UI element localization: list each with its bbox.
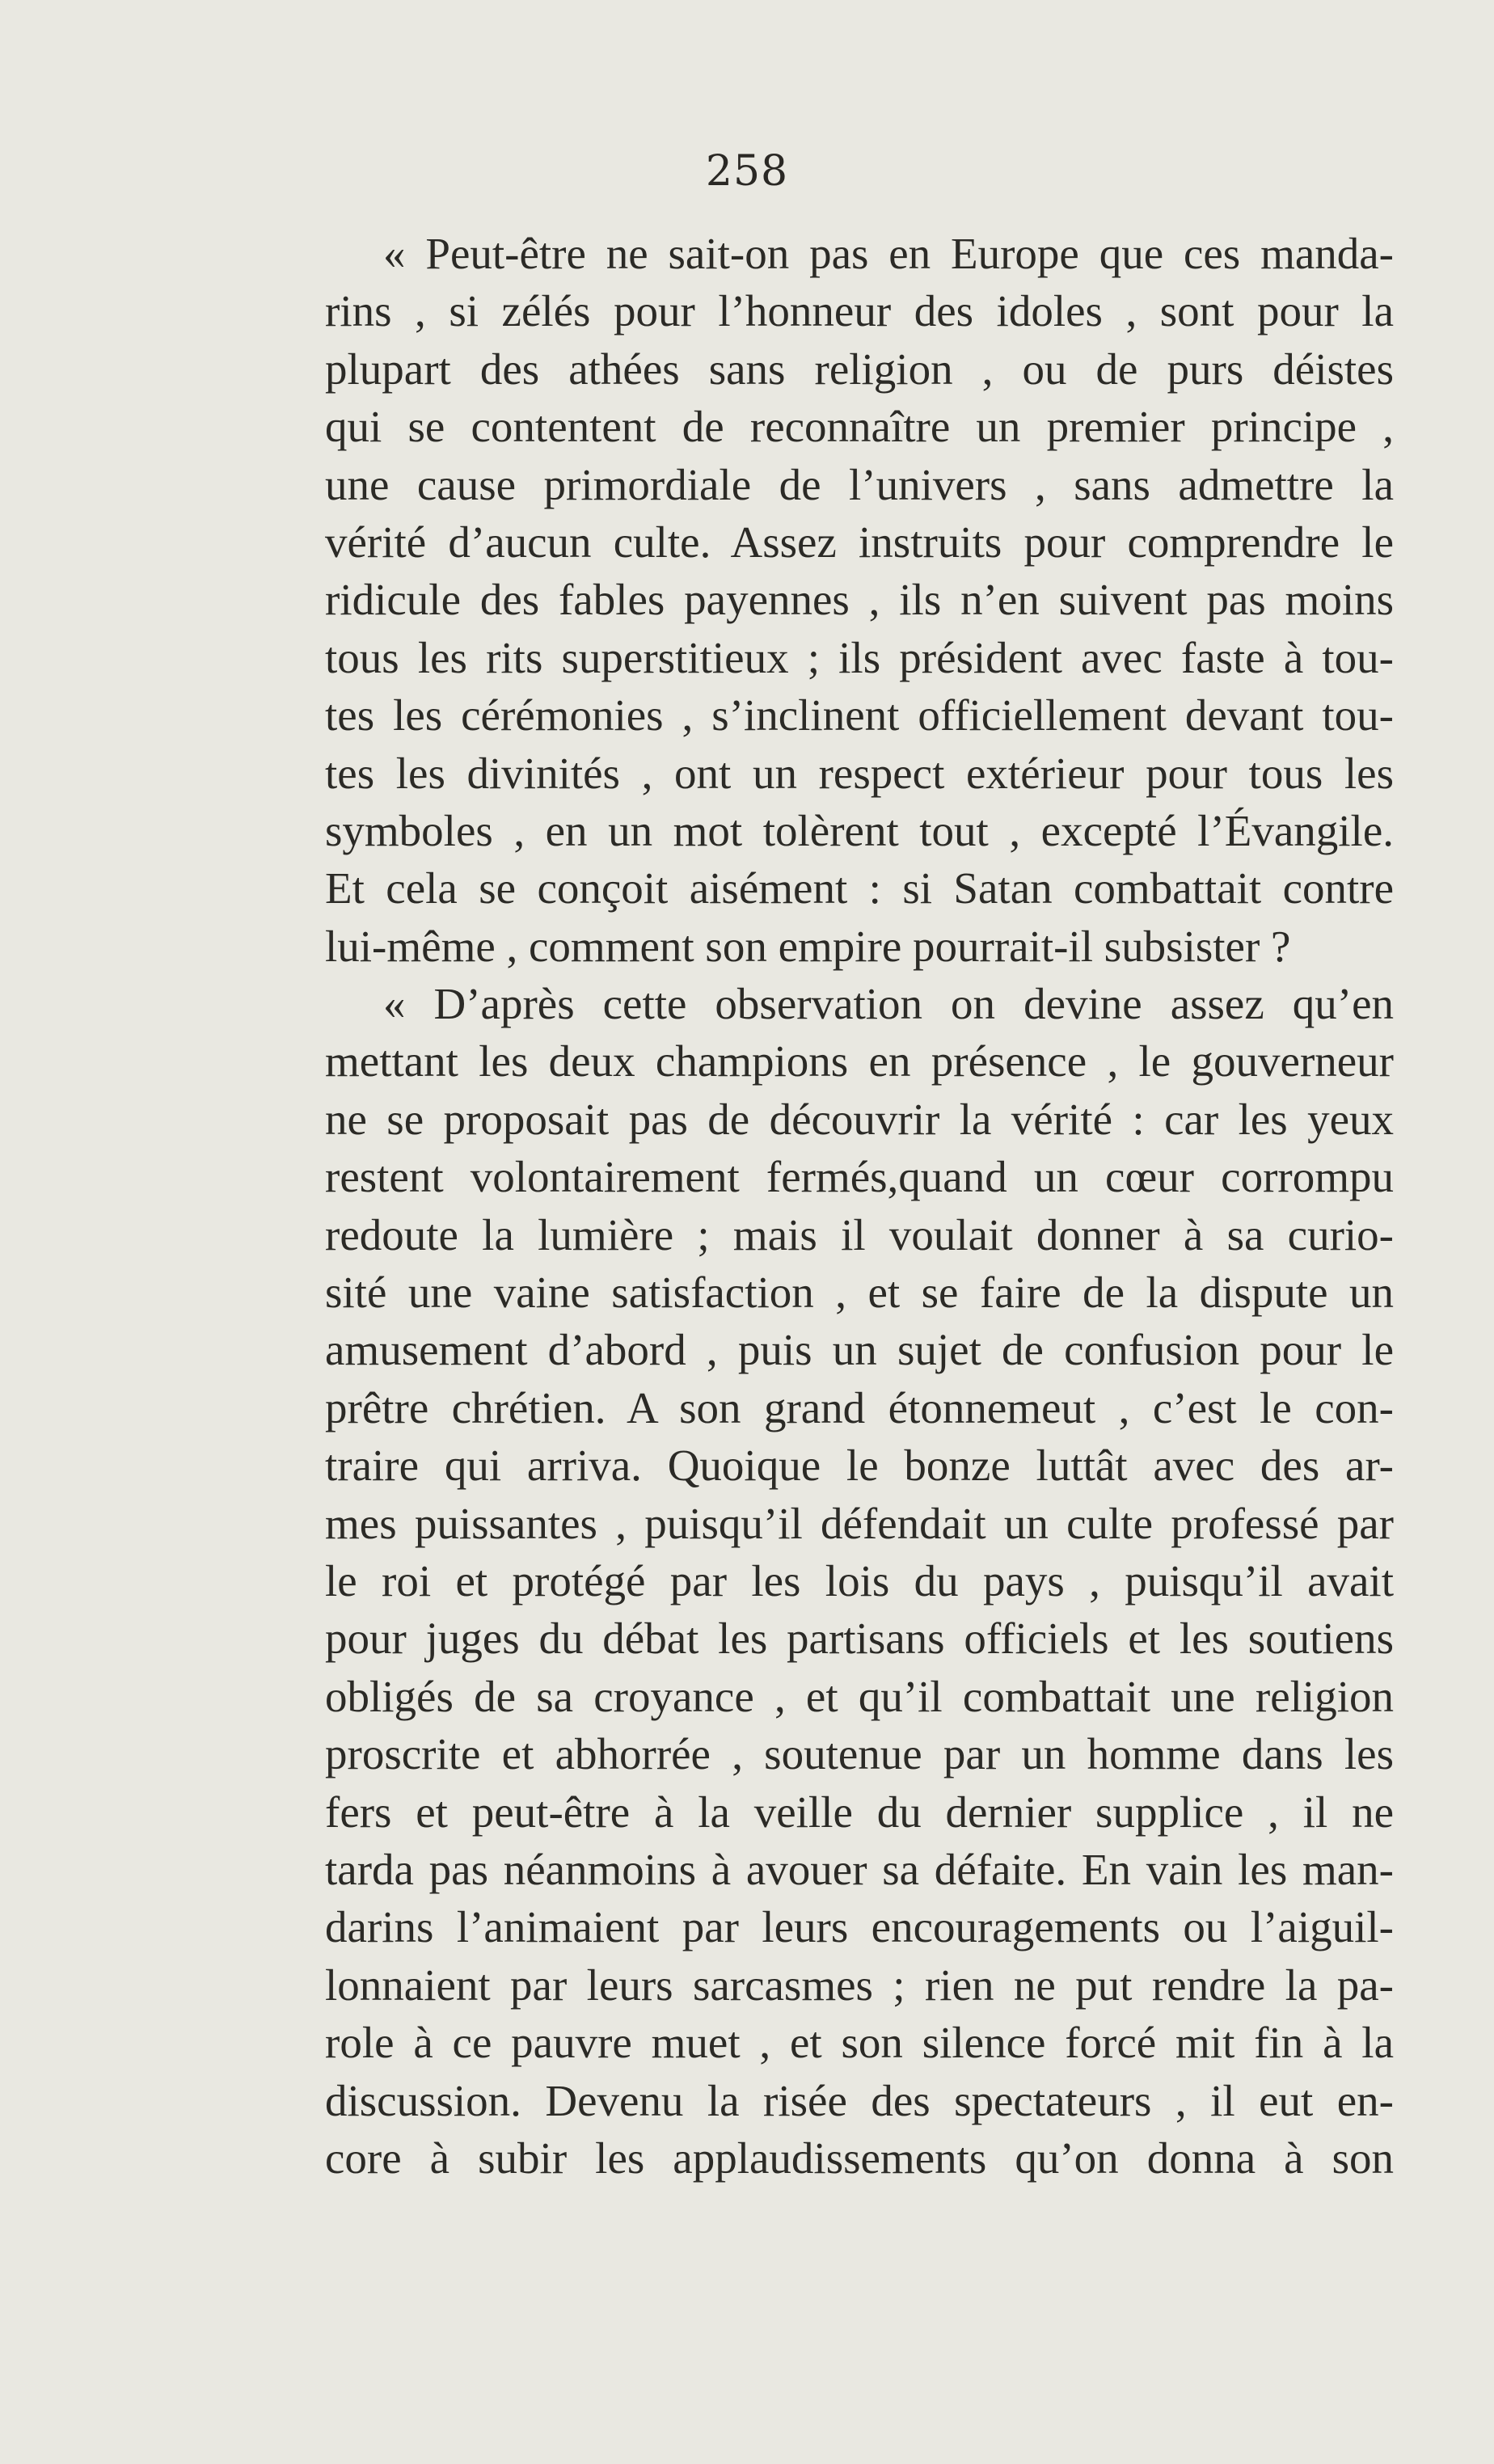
- text-line: plupart des athées sans religion , ou de purs déistes: [325, 344, 1394, 394]
- text-line: Et cela se conçoit aisément : si Satan combattait contre: [325, 863, 1394, 913]
- text-line: qui se contentent de reconnaître un premier principe ,: [325, 402, 1394, 452]
- text-line: lonnaient par leurs sarcasmes ; rien ne put rendre la pa-: [325, 1960, 1394, 2010]
- text-line: mettant les deux champions en présence , le gouverneur: [325, 1036, 1394, 1086]
- text-line: prêtre chrétien. A son grand étonnemeut , c’est le con-: [325, 1382, 1394, 1432]
- text-line: obligés de sa croyance , et qu’il combattait une religion: [325, 1671, 1394, 1721]
- text-line: mes puissantes , puisqu’il défendait un culte professé par: [325, 1498, 1394, 1548]
- text-line: redoute la lumière ; mais il voulait donner à sa curio-: [325, 1209, 1394, 1259]
- text-line: vérité d’aucun culte. Assez instruits pour comprendre le: [325, 517, 1394, 567]
- text-line: pour juges du débat les partisans officiels et les soutiens: [325, 1614, 1394, 1664]
- text-line: tes les divinités , ont un respect extérieur pour tous les: [325, 748, 1394, 798]
- page-number: 258: [705, 147, 789, 196]
- text-line: core à subir les applaudissements qu’on donna à son: [325, 2133, 1394, 2183]
- text-line-paragraph-end: lui-même , comment son empire pourrait-il subsister ?: [325, 921, 1291, 971]
- text-line: proscrite et abhorrée , soutenue par un homme dans les: [325, 1729, 1394, 1779]
- text-line: rins , si zélés pour l’honneur des idoles , sont pour la: [325, 286, 1394, 336]
- text-line: traire qui arriva. Quoique le bonze luttât avec des ar-: [325, 1441, 1394, 1491]
- text-line: une cause primordiale de l’univers , sans admettre la: [325, 459, 1394, 509]
- text-line: sité une vaine satisfaction , et se faire de la dispute un: [325, 1268, 1394, 1318]
- text-line-paragraph-start: « Peut-être ne sait-on pas en Europe que ces manda-: [383, 229, 1394, 278]
- text-line: tous les rits superstitieux ; ils président avec faste à tou-: [325, 632, 1394, 682]
- text-line: tarda pas néanmoins à avouer sa défaite. En vain les man-: [325, 1844, 1394, 1894]
- body-text: [325, 225, 1394, 2187]
- text-line: ne se proposait pas de découvrir la vérité : car les yeux: [325, 1094, 1394, 1144]
- text-line: tes les cérémonies , s’inclinent officiellement devant tou-: [325, 690, 1394, 740]
- text-line: symboles , en un mot tolèrent tout , excepté l’Évangile.: [325, 805, 1394, 855]
- text-line: darins l’animaient par leurs encouragements ou l’aiguil-: [325, 1902, 1394, 1952]
- text-line-paragraph-start: « D’après cette observation on devine assez qu’en: [383, 979, 1394, 1029]
- text-line: fers et peut-être à la veille du dernier supplice , il ne: [325, 1787, 1394, 1837]
- text-line: ridicule des fables payennes , ils n’en suivent pas moins: [325, 575, 1394, 625]
- text-line: amusement d’abord , puis un sujet de confusion pour le: [325, 1325, 1394, 1375]
- text-line: restent volontairement fermés,quand un cœur corrompu: [325, 1152, 1394, 1202]
- text-line: le roi et protégé par les lois du pays , puisqu’il avait: [325, 1555, 1394, 1605]
- text-line: role à ce pauvre muet , et son silence forcé mit fin à la: [325, 2018, 1394, 2068]
- text-line: discussion. Devenu la risée des spectateurs , il eut en-: [325, 2075, 1394, 2125]
